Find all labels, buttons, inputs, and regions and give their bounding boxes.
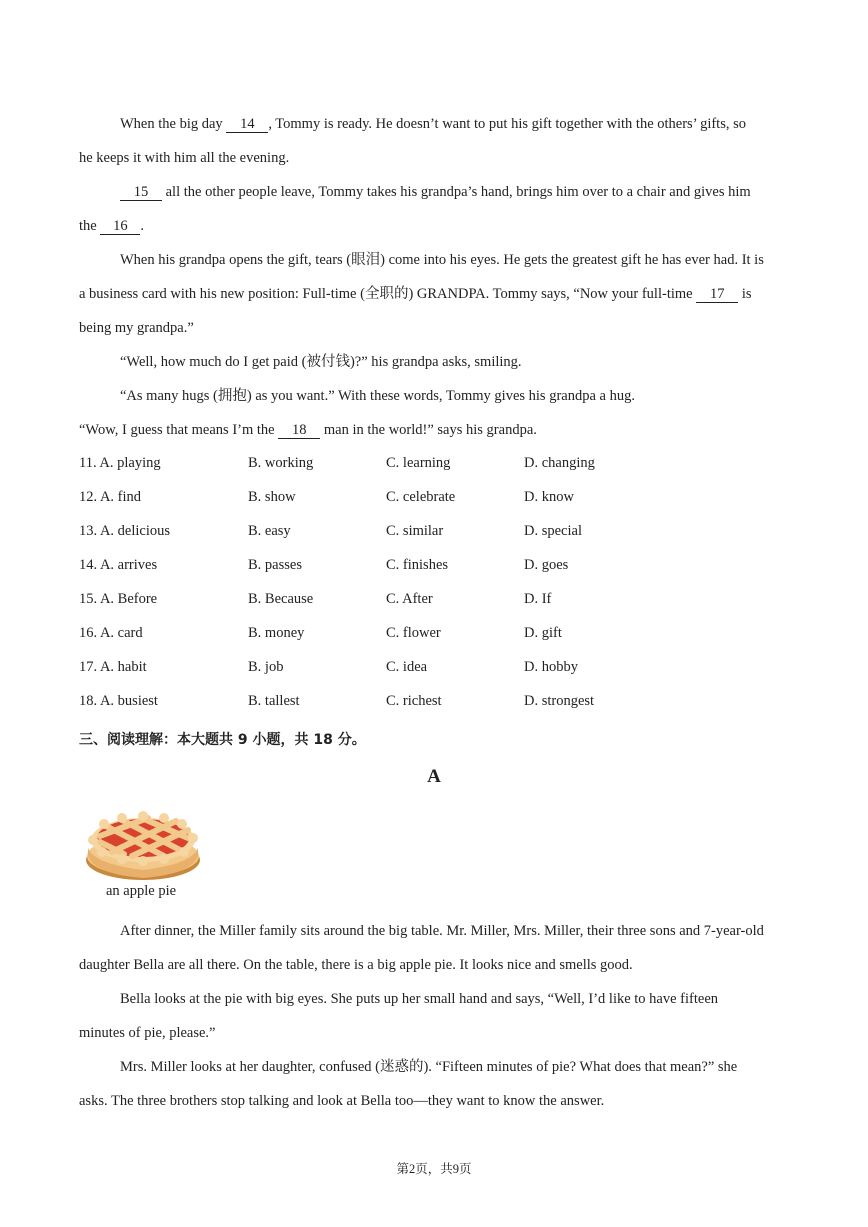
option: 11. A. playing: [79, 455, 161, 471]
part-title: A: [427, 766, 441, 787]
blank-17: 17: [696, 286, 738, 303]
blank-16: 16: [100, 218, 140, 235]
option: D. If: [524, 591, 552, 607]
passage-line: When the big day 14 , Tommy is ready. He doesn’t want to put his gift together with the others’ gifts, so: [120, 116, 746, 132]
image-caption: an apple pie: [106, 883, 177, 899]
option: B. easy: [248, 523, 291, 539]
option: C. finishes: [386, 557, 449, 573]
blank-15: 15: [120, 184, 162, 201]
passage-line: “Wow, I guess that means I’m the 18 man in the world!” says his grandpa.: [79, 422, 537, 438]
option: C. learning: [386, 455, 451, 471]
reading-line: asks. The three brothers stop talking and look at Bella too—they want to know the answer.: [79, 1093, 605, 1109]
option: C. flower: [386, 625, 441, 641]
passage-line: “Well, how much do I get paid (被付钱)?” his grandpa asks, smiling.: [120, 354, 522, 370]
passage-line: the 16 .: [79, 218, 144, 234]
reading-line: minutes of pie, please.”: [79, 1025, 216, 1041]
blank-14: 14: [226, 116, 268, 133]
option: B. show: [248, 489, 296, 505]
option: 12. A. find: [79, 489, 142, 505]
reading-line: daughter Bella are all there. On the table, there is a big apple pie. It looks nice and smells good.: [79, 957, 633, 973]
reading-line: Mrs. Miller looks at her daughter, confused (迷惑的). “Fifteen minutes of pie? What does that mean?” she: [120, 1059, 738, 1075]
option-row: [79, 659, 679, 679]
option: B. tallest: [248, 693, 300, 709]
option: B. money: [248, 625, 305, 641]
section-heading: 三、阅读理解：本大题共 9 小题，共 18 分。: [79, 732, 366, 748]
option-row: [79, 455, 679, 475]
option: C. After: [386, 591, 433, 607]
blank-18: 18: [278, 422, 320, 439]
option: D. know: [524, 489, 574, 505]
option-row: [79, 591, 679, 611]
option-row: [79, 557, 679, 577]
option: B. Because: [248, 591, 314, 607]
option-row: [79, 523, 679, 543]
page-footer: 第2页，共9页: [396, 1162, 472, 1176]
option: D. changing: [524, 455, 595, 471]
option-row: [79, 693, 679, 713]
option: 13. A. delicious: [79, 523, 171, 539]
passage-line: “As many hugs (拥抱) as you want.” With these words, Tommy gives his grandpa a hug.: [120, 388, 635, 404]
option: C. richest: [386, 693, 442, 709]
option: C. celebrate: [386, 489, 456, 505]
apple-pie-image: [84, 808, 202, 884]
option: D. strongest: [524, 693, 595, 709]
option: D. hobby: [524, 659, 578, 675]
option-row: [79, 489, 679, 509]
passage-line: 15 all the other people leave, Tommy takes his grandpa’s hand, brings him over to a chair and gives him: [120, 182, 790, 202]
passage-line: being my grandpa.”: [79, 320, 194, 336]
reading-line: Bella looks at the pie with big eyes. She puts up her small hand and says, “Well, I’d like to have fifteen: [120, 991, 719, 1007]
reading-line: After dinner, the Miller family sits around the big table. Mr. Miller, Mrs. Miller, their three sons and 7-year-old: [120, 923, 764, 939]
option-row: [79, 625, 679, 645]
passage-line: When his grandpa opens the gift, tears (眼泪) come into his eyes. He gets the greatest gift he has ever had. It is: [120, 252, 764, 268]
option: 16. A. card: [79, 625, 143, 641]
option: 15. A. Before: [79, 591, 158, 607]
option: 17. A. habit: [79, 659, 147, 675]
option: C. idea: [386, 659, 428, 675]
option: D. gift: [524, 625, 562, 641]
option: B. passes: [248, 557, 302, 573]
option: B. job: [248, 659, 284, 675]
passage-line: a business card with his new position: Full-time (全职的) GRANDPA. Tommy says, “Now your full-time 17 is: [79, 286, 752, 302]
passage-line: he keeps it with him all the evening.: [79, 150, 290, 166]
option: 18. A. busiest: [79, 693, 158, 709]
option: B. working: [248, 455, 314, 471]
option: D. special: [524, 523, 582, 539]
option: 14. A. arrives: [79, 557, 158, 573]
option: D. goes: [524, 557, 569, 573]
option: C. similar: [386, 523, 444, 539]
